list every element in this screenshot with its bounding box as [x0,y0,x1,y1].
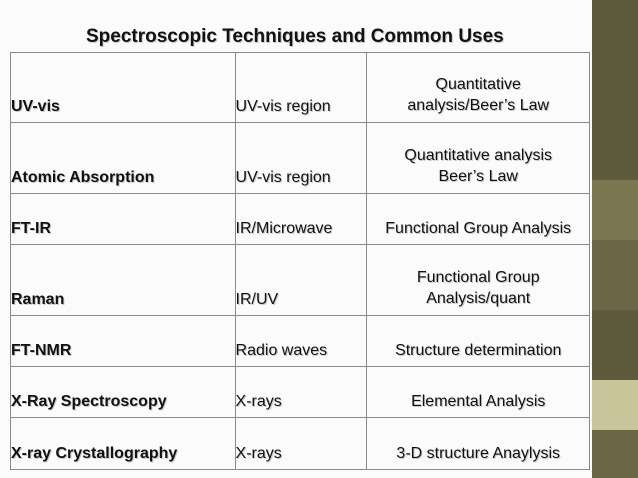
use-cell: Quantitative analysis Beer’s Law [367,123,590,194]
use-cell: 3-D structure Anaylysis [367,418,590,470]
technique-cell: Atomic Absorption [11,123,236,194]
technique-cell: X-Ray Spectroscopy [11,367,236,418]
region-cell: UV-vis region [235,123,367,194]
region-cell: IR/UV [235,245,367,316]
table-row [11,194,590,245]
region-cell: X-rays [235,418,367,470]
table-row [11,367,590,418]
technique-cell: Raman [11,245,236,316]
use-cell: Functional Group Analysis/quant [367,245,590,316]
table-row [11,316,590,367]
technique-cell: FT-NMR [11,316,236,367]
table-row [11,53,590,123]
table-row [11,123,590,194]
region-cell: Radio waves [235,316,367,367]
table-row [11,418,590,470]
techniques-table [10,52,590,470]
use-cell: Functional Group Analysis [367,194,590,245]
technique-cell: X-ray Crystallography [11,418,236,470]
use-cell: Quantitative analysis/Beer’s Law [367,53,590,123]
region-cell: IR/Microwave [235,194,367,245]
region-cell: UV-vis region [235,53,367,123]
technique-cell: FT-IR [11,194,236,245]
use-cell: Elemental Analysis [367,367,590,418]
technique-cell: UV-vis [11,53,236,123]
use-cell: Structure determination [367,316,590,367]
page-title: Spectroscopic Techniques and Common Uses [86,26,504,47]
region-cell: X-rays [235,367,367,418]
table-row [11,245,590,316]
